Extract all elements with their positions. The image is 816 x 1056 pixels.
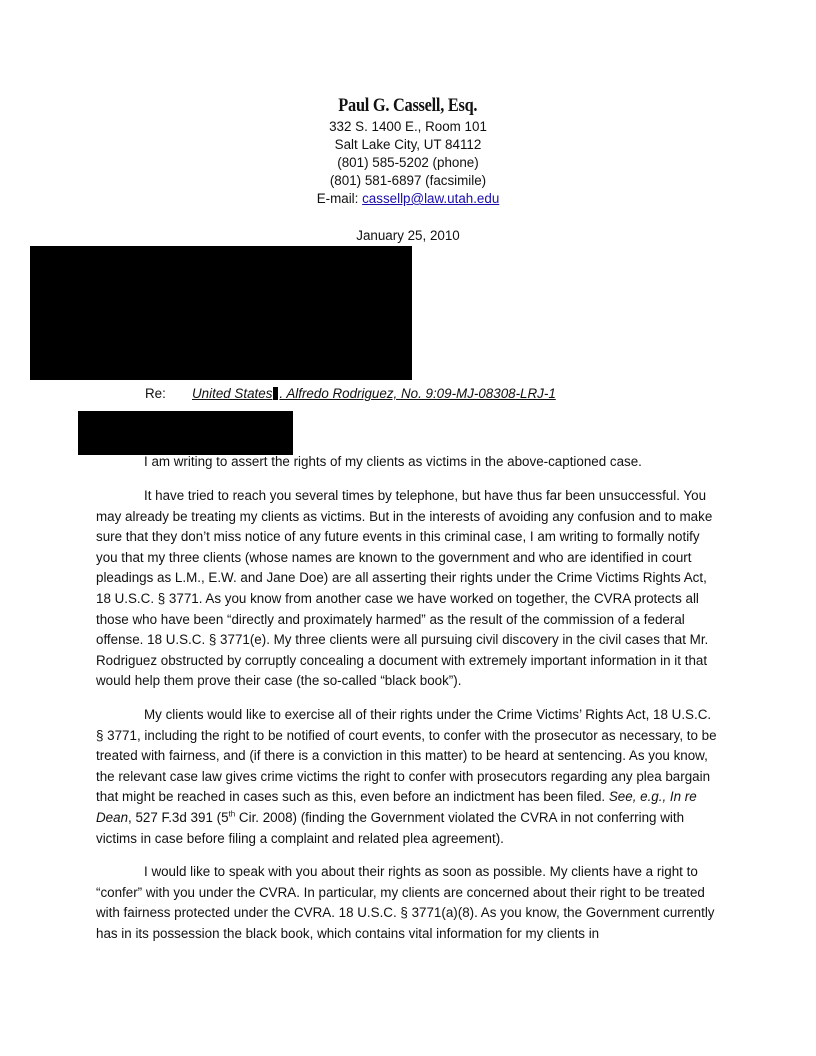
re-label: Re: bbox=[145, 386, 166, 401]
case-caption bbox=[192, 386, 556, 401]
redacted-salutation-block bbox=[78, 411, 293, 455]
redaction-mark bbox=[273, 387, 278, 400]
letter-date: January 25, 2010 bbox=[356, 228, 460, 243]
citation-see: See, e.g., In re Dean bbox=[96, 789, 697, 825]
sender-name: Paul G. Cassell, Esq. bbox=[338, 95, 478, 116]
redacted-recipient-block bbox=[30, 246, 412, 380]
paragraph-4: I would like to speak with you about their rights as soon as possible. My clients have a right to “confer” with you under the CVRA. In particular, my clients are concerned about their right to be treated with fairness protected under the CVRA. 18 U.S.C. § 3771(a)(8). As you know, the Government currently has in its possession the black book, which contains vital information for my clients in bbox=[96, 864, 715, 941]
paragraph-1: I am writing to assert the rights of my clients as victims in the above-captioned case. bbox=[144, 454, 642, 469]
paragraph-4-block bbox=[96, 862, 722, 944]
letterhead bbox=[0, 94, 816, 208]
address-line-1: 332 S. 1400 E., Room 101 bbox=[329, 119, 487, 134]
letter-body bbox=[96, 452, 722, 473]
paragraph-3-text-a: My clients would like to exercise all of their rights under the Crime Victims’ Rights Act, 18 U.S.C. § 3771, including the right to be notified of court events, to confer with the prosecutor as necessary, to be treated with fairness, and (if there is a conviction in this matter) to be heard at sentencing. As you know, the relevant case law gives crime victims the right to confer with prosecutors regarding any plea bargain that might be reached in cases such as this, even before an indictment has been filed. bbox=[96, 707, 717, 805]
email-link[interactable]: cassellp@law.utah.edu bbox=[362, 191, 500, 206]
paragraph-3-text-c: Cir. 2008) (finding the Government violated the CVRA in not conferring with victims in case before filing a complaint and related plea agreement). bbox=[96, 809, 685, 846]
re-line bbox=[145, 385, 556, 403]
superscript-th: th bbox=[228, 809, 236, 819]
case-caption-part-2: . Alfredo Rodriguez, No. 9:09-MJ-08308-LRJ-1 bbox=[279, 386, 556, 401]
paragraph-3-text-b: , 527 F.3d 391 (5 bbox=[128, 809, 229, 825]
address-line-2: Salt Lake City, UT 84112 bbox=[334, 137, 482, 152]
phone-line: (801) 585-5202 (phone) bbox=[337, 155, 479, 170]
paragraph-3-block bbox=[96, 705, 722, 849]
email-label: E-mail: bbox=[316, 191, 363, 206]
paragraph-3 bbox=[96, 705, 722, 849]
case-caption-part-1: United States bbox=[192, 386, 273, 401]
paragraph-2-block bbox=[96, 486, 722, 692]
paragraph-2: It have tried to reach you several times by telephone, but have thus far been unsuccessful. You may already be treating my clients as victims. But in the interests of avoiding any confusion and to make sure that they don’t miss notice of any future events in this criminal case, I am writing to formally notify you that my three clients (whose names are known to the government and who are identified in court pleadings as L.M., E.W. and Jane Doe) are all asserting their rights under the Crime Victims Rights Act, 18 U.S.C. § 3771. As you know from another case we have worked on together, the CVRA protects all those who have been “directly and proximately harmed” as the result of the commission of a federal offense. 18 U.S.C. § 3771(e). My three clients were all pursuing civil discovery in the civil cases that Mr. Rodriguez obstructed by corruptly concealing a document with extremely important information in it that would help them prove their case (the so-called “black book”). bbox=[96, 488, 713, 689]
fax-line: (801) 581-6897 (facsimile) bbox=[329, 173, 487, 188]
email-line bbox=[0, 190, 816, 208]
